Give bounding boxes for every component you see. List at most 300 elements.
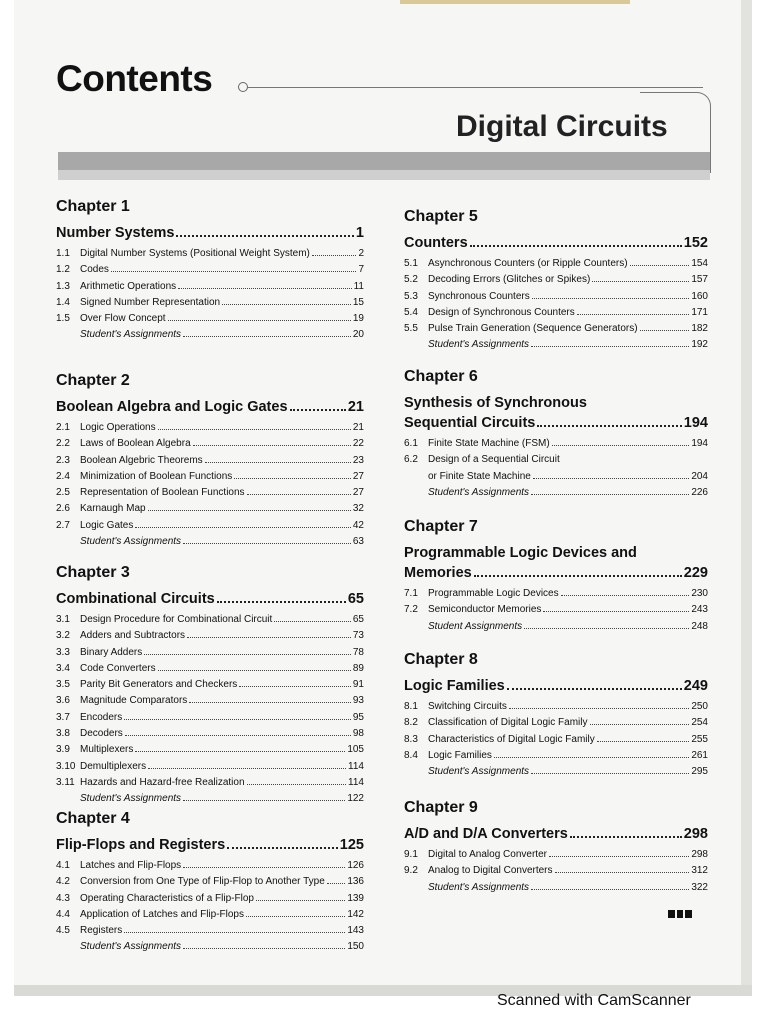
section-title: Design of Synchronous Counters (428, 306, 575, 318)
section-page-number: 226 (691, 486, 708, 498)
section-page-number: 295 (691, 766, 708, 778)
dot-leader (246, 916, 345, 917)
section-title: Design of a Sequential Circuit (428, 454, 560, 466)
section-number: 5.1 (404, 258, 418, 269)
section-number: 4.3 (56, 892, 70, 904)
assignments-entry (404, 337, 708, 353)
section-number: 1.4 (56, 296, 70, 308)
section-page-number: 255 (691, 733, 708, 745)
section-title: Finite State Machine (FSM) (428, 438, 550, 449)
section-number: 1.5 (56, 313, 70, 325)
section-title: Operating Characteristics of a Flip-Flop (80, 892, 254, 904)
section-title: Pulse Train Generation (Sequence Generators) (428, 323, 638, 335)
section-entry (404, 732, 708, 748)
section-page-number: 11 (353, 280, 364, 292)
dot-leader (312, 255, 357, 256)
section-number: 6.1 (404, 438, 418, 449)
section-entry (56, 907, 364, 923)
chapter-label: Chapter 9 (404, 799, 478, 816)
chapter-label: Chapter 4 (56, 810, 130, 827)
section-number: 3.10 (56, 760, 76, 772)
assignments-entry (404, 619, 708, 635)
section-title: Signed Number Representation (80, 296, 221, 308)
section-number: 3.11 (56, 776, 75, 788)
chapter-title: Counters (404, 235, 468, 251)
section-number: 3.5 (56, 679, 70, 691)
dot-leader (205, 462, 351, 463)
chapter-page-number: 229 (683, 565, 708, 581)
section-title: Design Procedure for Combinational Circuit (80, 614, 273, 625)
dot-leader (247, 494, 351, 495)
section-number: 4.1 (56, 860, 70, 871)
section-page-number: 15 (352, 296, 364, 308)
section-number: 1.2 (56, 264, 70, 276)
dot-leader (148, 768, 346, 769)
section-entry (56, 726, 364, 742)
chapter-title-row (56, 835, 364, 855)
section-title: Encoders (80, 711, 123, 723)
section-number: 7.2 (404, 604, 418, 616)
section-title: Student's Assignments (428, 486, 530, 498)
section-title: Digital to Analog Converter (428, 849, 547, 860)
dot-leader (577, 314, 690, 315)
section-page-number: 89 (352, 662, 364, 674)
section-list (56, 612, 364, 808)
section-number: 5.3 (404, 290, 418, 302)
dot-leader (561, 595, 690, 596)
chapter-label: Chapter 1 (56, 198, 130, 215)
dot-leader (470, 245, 682, 247)
camscanner-watermark: Scanned with CamScanner (497, 992, 691, 1009)
section-page-number: 105 (347, 744, 364, 756)
dot-leader (256, 900, 345, 901)
chapter-page-number: 125 (339, 837, 364, 853)
section-entry (404, 452, 708, 468)
section-entry (404, 305, 708, 321)
section-page-number: 20 (352, 329, 364, 341)
section-number: 8.3 (404, 733, 418, 745)
assignments-entry (404, 764, 708, 780)
section-entry (56, 311, 364, 327)
dot-leader (187, 637, 351, 638)
section-page-number: 32 (352, 503, 364, 515)
dot-leader (183, 948, 345, 949)
chapter-label: Chapter 2 (56, 372, 130, 389)
section-list (404, 436, 708, 501)
section-page-number: 27 (352, 470, 364, 482)
dot-leader (640, 330, 690, 331)
section-title: Minimization of Boolean Functions (80, 470, 233, 482)
dot-leader (531, 773, 689, 774)
dot-leader (158, 670, 351, 671)
section-entry (56, 279, 364, 295)
chapter-title-row (56, 589, 364, 609)
dot-leader (168, 320, 351, 321)
section-entry (404, 469, 708, 485)
chapter-title-line: Programmable Logic Devices and (404, 545, 637, 561)
section-number: 3.7 (56, 711, 70, 723)
section-entry (56, 612, 364, 628)
section-page-number: 23 (352, 454, 364, 466)
dot-leader (178, 288, 351, 289)
dot-leader (327, 883, 346, 884)
section-number: 3.4 (56, 662, 70, 674)
section-number: 4.4 (56, 908, 70, 920)
section-entry (56, 661, 364, 677)
top-edge-strip (400, 0, 630, 4)
dot-leader (183, 867, 345, 868)
section-number: 1.3 (56, 280, 70, 292)
section-title: Student Assignments (428, 620, 523, 632)
section-entry (56, 453, 364, 469)
chapter-block (404, 366, 708, 501)
assignments-entry (404, 485, 708, 501)
section-page-number: 22 (352, 438, 364, 450)
section-entry (404, 436, 708, 452)
section-page-number: 171 (691, 306, 708, 318)
section-number: 1.1 (56, 248, 70, 259)
dot-leader (552, 445, 690, 446)
section-page-number: 312 (691, 865, 708, 877)
section-title: Switching Circuits (428, 701, 507, 712)
section-page-number: 182 (691, 323, 708, 335)
section-entry (56, 295, 364, 311)
chapter-block (404, 516, 708, 635)
section-entry (56, 436, 364, 452)
chapter-label: Chapter 5 (404, 208, 478, 225)
section-entry (56, 246, 364, 262)
section-title: Binary Adders (80, 646, 143, 658)
section-page-number: 194 (691, 438, 708, 449)
section-number: 3.6 (56, 695, 70, 707)
dot-leader (570, 836, 682, 838)
dot-leader (158, 429, 351, 430)
chapter-page-number: 298 (683, 826, 708, 842)
section-entry (56, 677, 364, 693)
section-entry (404, 289, 708, 305)
section-list (404, 699, 708, 780)
section-number: 2.7 (56, 519, 70, 531)
contents-heading: Contents (56, 58, 213, 99)
chapter-page-number: 152 (683, 235, 708, 251)
dot-leader (531, 346, 689, 347)
section-entry (404, 256, 708, 272)
section-page-number: 114 (348, 776, 364, 788)
section-title: Decoders (80, 728, 123, 740)
section-number: 2.3 (56, 454, 70, 466)
dot-leader (531, 494, 689, 495)
dot-leader (222, 304, 351, 305)
section-entry (56, 923, 364, 939)
chapter-title-row (404, 676, 708, 696)
dot-leader (531, 889, 689, 890)
section-number: 2.5 (56, 487, 70, 499)
chapter-page-number: 1 (355, 225, 364, 241)
dot-leader (125, 735, 351, 736)
dot-leader (124, 719, 351, 720)
section-number: 2.1 (56, 422, 70, 433)
section-number: 3.8 (56, 728, 70, 740)
dot-leader (507, 688, 682, 690)
section-entry (56, 469, 364, 485)
dot-leader (183, 543, 351, 544)
section-number: 4.2 (56, 876, 70, 888)
section-entry (56, 628, 364, 644)
section-entry (404, 847, 708, 863)
section-entry (404, 748, 708, 764)
section-page-number: 65 (352, 614, 364, 625)
section-title: Semiconductor Memories (428, 604, 542, 616)
dot-leader (183, 336, 351, 337)
section-page-number: 250 (691, 701, 708, 712)
end-of-section-mark (668, 910, 692, 918)
dot-leader (227, 847, 338, 849)
chapter-title-row (404, 824, 708, 844)
section-title: Registers (80, 925, 123, 937)
section-entry (56, 759, 364, 775)
section-page-number: 143 (347, 925, 364, 937)
section-number: 3.2 (56, 630, 70, 642)
chapter-title-row (56, 223, 364, 243)
chapter-title: Combinational Circuits (56, 591, 215, 607)
section-title: Student's Assignments (428, 766, 530, 778)
section-title: Latches and Flip-Flops (80, 860, 182, 871)
dot-leader (274, 621, 351, 622)
section-entry (56, 693, 364, 709)
chapter-label: Chapter 6 (404, 368, 478, 385)
section-page-number: 98 (352, 728, 364, 740)
section-page-number: 78 (352, 646, 364, 658)
section-page-number: 114 (348, 760, 364, 772)
section-entry (404, 602, 708, 618)
section-number: 7.1 (404, 588, 418, 599)
section-entry (404, 715, 708, 731)
section-page-number: 27 (352, 487, 364, 499)
section-page-number: 19 (352, 313, 364, 325)
section-page-number: 261 (691, 749, 708, 761)
section-title: Hazards and Hazard-free Realization (80, 776, 245, 788)
section-page-number: 192 (691, 339, 708, 351)
section-number: 5.2 (404, 274, 418, 286)
chapter-label: Chapter 8 (404, 651, 478, 668)
section-entry (404, 272, 708, 288)
section-entry (404, 863, 708, 879)
section-entry (404, 699, 708, 715)
section-page-number: 93 (352, 695, 364, 707)
dot-leader (509, 708, 689, 709)
chapter-title-row (404, 563, 708, 583)
section-page-number: 254 (691, 717, 708, 729)
section-entry (56, 874, 364, 890)
section-page-number: 160 (691, 290, 708, 302)
section-number: 5.5 (404, 323, 418, 335)
section-title: Student's Assignments (80, 536, 182, 548)
dot-leader (590, 724, 690, 725)
dot-leader (239, 686, 351, 687)
section-title: Analog to Digital Converters (428, 865, 553, 877)
section-page-number: 91 (352, 679, 364, 691)
assignments-entry (56, 791, 364, 807)
dot-leader (630, 265, 690, 266)
section-title: Programmable Logic Devices (428, 588, 559, 599)
section-entry (56, 262, 364, 278)
section-page-number: 142 (347, 908, 364, 920)
section-number: 2.6 (56, 503, 70, 515)
chapter-title-row (404, 233, 708, 253)
assignments-entry (56, 327, 364, 343)
dot-leader (537, 425, 681, 427)
section-number: 2.4 (56, 470, 70, 482)
section-number: 5.4 (404, 306, 418, 318)
section-number: 9.1 (404, 849, 418, 860)
section-page-number: 136 (347, 876, 364, 888)
section-title: Magnitude Comparators (80, 695, 188, 707)
dot-leader (234, 478, 351, 479)
dot-leader (290, 409, 346, 411)
section-page-number: 126 (347, 860, 364, 871)
section-number: 9.2 (404, 865, 418, 877)
section-number: 8.1 (404, 701, 418, 712)
section-title: Classification of Digital Logic Family (428, 717, 588, 729)
chapter-page-number: 21 (347, 399, 364, 415)
section-list (404, 256, 708, 354)
chapter-label: Chapter 7 (404, 518, 478, 535)
section-entry (56, 420, 364, 436)
section-page-number: 122 (347, 793, 364, 805)
dot-leader (555, 872, 690, 873)
chapter-block (404, 649, 708, 780)
dot-leader (524, 628, 689, 629)
chapter-page-number: 65 (347, 591, 364, 607)
section-page-number: 42 (352, 519, 364, 531)
section-title: Karnaugh Map (80, 503, 146, 515)
section-title: Boolean Algebric Theorems (80, 454, 203, 466)
dot-leader (533, 478, 689, 479)
chapter-title: Logic Families (404, 678, 505, 694)
dot-leader (124, 932, 345, 933)
section-list (56, 246, 364, 344)
dot-leader (193, 445, 351, 446)
dot-leader (247, 784, 347, 785)
section-list (56, 420, 364, 550)
section-page-number: 7 (358, 264, 364, 276)
assignments-entry (404, 880, 708, 896)
chapter-block (56, 370, 364, 550)
section-page-number: 298 (691, 849, 708, 860)
dot-leader (144, 654, 351, 655)
dot-leader (148, 510, 351, 511)
section-entry (56, 775, 364, 791)
section-title: Laws of Boolean Algebra (80, 438, 191, 450)
section-page-number: 139 (347, 892, 364, 904)
section-title: Parity Bit Generators and Checkers (80, 679, 238, 691)
section-page-number: 73 (352, 630, 364, 642)
dot-leader (176, 235, 353, 237)
section-number: 8.2 (404, 717, 418, 729)
assignments-entry (56, 939, 364, 955)
chapter-title: Flip-Flops and Registers (56, 837, 226, 853)
section-title: Student's Assignments (80, 941, 182, 953)
chapter-block (56, 196, 364, 344)
section-title: or Finite State Machine (428, 470, 531, 482)
dot-leader (592, 281, 689, 282)
section-title: Multiplexers (80, 744, 134, 756)
dot-leader (494, 757, 689, 758)
dot-leader (543, 611, 689, 612)
section-title: Codes (80, 264, 109, 276)
section-number: 8.4 (404, 749, 418, 761)
page-edge-shadow (741, 0, 752, 996)
section-page-number: 230 (691, 588, 708, 599)
section-page-number: 204 (691, 470, 708, 482)
section-page-number: 63 (352, 536, 364, 548)
section-entry (56, 891, 364, 907)
section-page-number: 154 (691, 258, 708, 269)
section-number: 2.2 (56, 438, 70, 450)
section-title: Student's Assignments (80, 793, 182, 805)
chapter-title: Number Systems (56, 225, 175, 241)
chapter-title: Memories (404, 565, 472, 581)
section-title: Digital Number Systems (Positional Weight System) (80, 248, 310, 259)
section-title: Application of Latches and Flip-Flops (80, 908, 244, 920)
chapter-title: Sequential Circuits (404, 415, 536, 431)
dot-leader (135, 751, 345, 752)
section-title: Demultiplexers (80, 760, 147, 772)
section-title: Conversion from One Type of Flip-Flop to Another Type (80, 876, 325, 888)
section-page-number: 248 (691, 620, 708, 632)
section-title: Adders and Subtractors (80, 630, 186, 642)
section-page-number: 322 (691, 881, 708, 893)
section-page-number: 150 (347, 941, 364, 953)
assignments-entry (56, 534, 364, 550)
chapter-block (56, 562, 364, 808)
chapter-title: Boolean Algebra and Logic Gates (56, 399, 288, 415)
chapter-page-number: 194 (683, 415, 708, 431)
chapter-block (404, 797, 708, 896)
chapter-title-row (404, 413, 708, 433)
section-entry (56, 501, 364, 517)
section-number: 4.5 (56, 925, 70, 937)
section-title: Arithmetic Operations (80, 280, 177, 292)
chapter-title-line: Synthesis of Synchronous (404, 395, 587, 411)
chapter-page-number: 249 (683, 678, 708, 694)
section-entry (56, 742, 364, 758)
heading-rule-line (248, 87, 703, 88)
section-title: Asynchronous Counters (or Ripple Counters) (428, 258, 628, 269)
section-title: Logic Families (428, 749, 492, 761)
section-page-number: 2 (358, 248, 364, 259)
section-list (56, 858, 364, 956)
dot-leader (111, 271, 357, 272)
section-entry (404, 586, 708, 602)
section-entry (404, 321, 708, 337)
dot-leader (217, 601, 346, 603)
section-title: Logic Gates (80, 519, 134, 531)
section-title: Logic Operations (80, 422, 156, 433)
section-number: 3.1 (56, 614, 70, 625)
section-number: 6.2 (404, 454, 418, 466)
section-title: Student's Assignments (428, 339, 530, 351)
chapter-title-row (56, 397, 364, 417)
section-entry (56, 485, 364, 501)
section-title: Over Flow Concept (80, 313, 166, 325)
chapter-title: A/D and D/A Converters (404, 826, 568, 842)
section-entry (56, 710, 364, 726)
section-entry (56, 858, 364, 874)
section-number: 3.9 (56, 744, 70, 756)
section-list (404, 847, 708, 896)
section-number: 3.3 (56, 646, 70, 658)
